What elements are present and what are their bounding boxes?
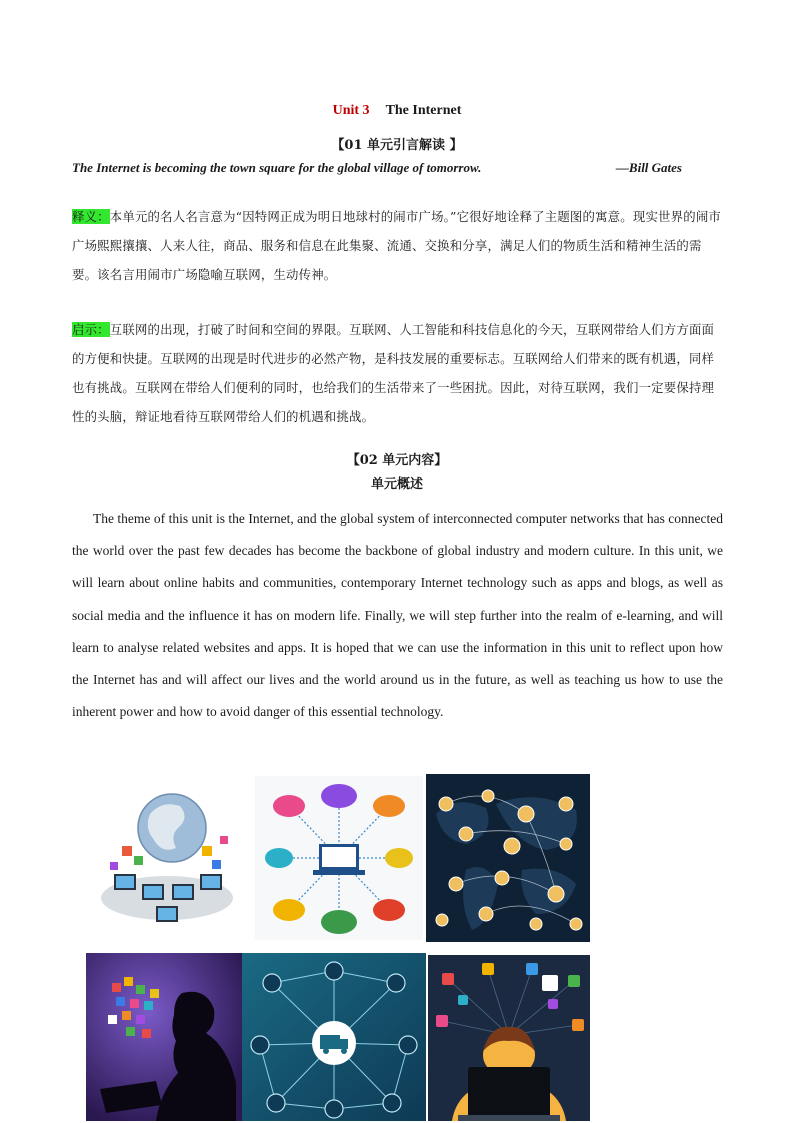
interpretation-paragraph (72, 202, 724, 289)
inspiration-text: 互联网的出现，打破了时间和空间的界限。互联网、人工智能和科技信息化的今天，互联网带给人们方方面面的方便和快捷。互联网的出现是时代进步的必然产物，是科技发展的重要标志。互联网给人们带来的既有机遇，同样也有挑战。互联网在带给人们便利的同时，也给我们的生活带来了一些困扰。因此，对待互联网，我们一定要保持理性的头脑，辩证地看待互联网带给人们的机遇和挑战。 (72, 322, 715, 424)
section-heading-intro: 【01 单元引言解读 】 (331, 138, 463, 153)
unit-label: Unit 3 (332, 103, 370, 118)
inspiration-label: 启示： (72, 322, 110, 337)
inspiration-paragraph (72, 315, 724, 431)
quote-text: The Internet is becoming the town square for the global village of tomorrow. (72, 160, 482, 175)
interpretation-text: 本单元的名人名言意为“因特网正成为明日地球村的闹市广场。”它很好地诠释了主题图的寓意。现实世界的闹市广场熙熙攘攘、人来人往，商品、服务和信息在此集聚、流通、交换和分享，满足人们的物质生活和精神生活的需要。该名言用闹市广场隐喻互联网，生动传神。 (72, 209, 721, 282)
quote-author: —Bill Gates (615, 160, 682, 175)
page-title (0, 103, 794, 119)
overview-paragraph: The theme of this unit is the Internet, and the global system of interconnected computer networks that has connected the world over the past few decades has become the backbone of global industry and modern culture. In this unit, we will learn about online habits and communities, contemporary Internet technology such as apps and blogs, as well as social media and the influence it has on modern life. Finally, we will step further into the realm of e-learning, and will learn to analyse related websites and apps. It is hoped that we can use the information in this unit to reflect upon how the Internet has and will affect our lives and the world around us in the future, as well as teaching us how to use the inherent power and how to avoid danger of this essential technology. (72, 511, 723, 720)
interpretation-label: 释义： (72, 209, 110, 224)
globe-laptops-image (92, 776, 242, 940)
person-laptop-apps-image (428, 955, 590, 1121)
section-subheading-overview: 单元概述 (370, 477, 423, 492)
unit-name: The Internet (385, 103, 462, 118)
quote (72, 160, 682, 176)
section-heading-content: 【02 单元内容】 (346, 453, 448, 468)
silhouette-laptop-image (86, 953, 242, 1121)
delivery-network-image (242, 953, 426, 1121)
laptop-cloud-icons-image (255, 776, 423, 940)
people-network-map-image (426, 774, 590, 942)
